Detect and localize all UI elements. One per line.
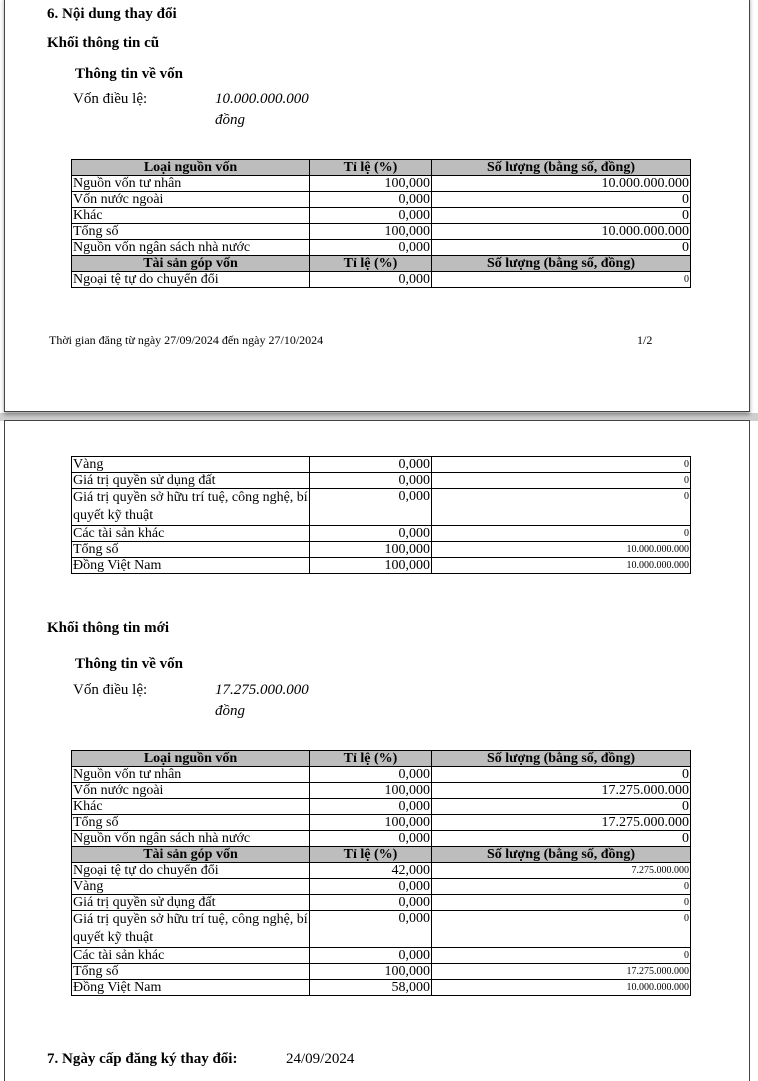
- table-row: Nguồn vốn tư nhân 0,000 0: [73, 767, 689, 782]
- new-charter-unit: đồng: [215, 703, 245, 719]
- old-charter-value: 10.000.000.000: [215, 91, 309, 107]
- table-row: Giá trị quyền sử dụng đất 0,000 0: [73, 895, 689, 910]
- header-source: Loại nguồn vốn: [72, 160, 310, 176]
- old-charter-label: Vốn điều lệ:: [73, 91, 148, 107]
- table-row: Vốn nước ngoài 100,000 17.275.000.000: [73, 783, 689, 798]
- new-capital-title: Thông tin về vốn: [75, 656, 183, 672]
- old-capital-title: Thông tin về vốn: [75, 66, 183, 82]
- header-asset: Tài sản góp vốn: [72, 847, 310, 863]
- table-row: Các tài sản khác 0,000 0: [73, 526, 689, 541]
- header-source: Loại nguồn vốn: [72, 751, 310, 767]
- header-amount: Số lượng (bằng số, đồng): [432, 847, 691, 863]
- header-ratio: Tỉ lệ (%): [310, 751, 432, 767]
- table-row: Giá trị quyền sở hữu trí tuệ, công nghệ, bí quyết kỹ thuật 0,000 0: [72, 489, 691, 526]
- header-amount: Số lượng (bằng số, đồng): [432, 751, 691, 767]
- table-row: Khác 0,000 0: [73, 799, 689, 814]
- table-row: Đồng Việt Nam 58,000 10.000.000.000: [73, 980, 689, 995]
- header-ratio: Tỉ lệ (%): [310, 847, 432, 863]
- table-row: Tổng số 100,000 10.000.000.000: [73, 542, 689, 557]
- old-block-title: Khối thông tin cũ: [47, 35, 160, 51]
- table-row: Nguồn vốn tư nhân 100,000 10.000.000.000: [73, 176, 689, 191]
- section7-label: 7. Ngày cấp đăng ký thay đổi:: [47, 1051, 238, 1067]
- header-ratio: Tỉ lệ (%): [310, 160, 432, 176]
- section7-date: 24/09/2024: [286, 1051, 355, 1067]
- posting-period: Thời gian đăng từ ngày 27/09/2024 đến ngày 27/10/2024: [49, 333, 324, 347]
- page-number: 1/2: [637, 333, 653, 347]
- table-row: Ngoại tệ tự do chuyển đổi 0,000 0: [73, 272, 689, 287]
- header-amount: Số lượng (bằng số, đồng): [432, 256, 691, 272]
- table-row: Đồng Việt Nam 100,000 10.000.000.000: [73, 558, 689, 573]
- header-ratio: Tỉ lệ (%): [310, 256, 432, 272]
- table-row: Các tài sản khác 0,000 0: [73, 948, 689, 963]
- table-row: Nguồn vốn ngân sách nhà nước 0,000 0: [73, 240, 689, 255]
- table-row: Tổng số 100,000 10.000.000.000: [73, 224, 689, 239]
- table-row: Khác 0,000 0: [73, 208, 689, 223]
- new-charter-value: 17.275.000.000: [215, 682, 309, 698]
- new-capital-table: [71, 750, 691, 996]
- document-page-1: [4, 0, 750, 412]
- header-amount: Số lượng (bằng số, đồng): [432, 160, 691, 176]
- table-row: Vốn nước ngoài 0,000 0: [73, 192, 689, 207]
- table-row: Vàng 0,000 0: [73, 457, 689, 472]
- document-page-2: [4, 420, 750, 1081]
- header-asset: Tài sản góp vốn: [72, 256, 310, 272]
- table-row: Tổng số 100,000 17.275.000.000: [73, 815, 689, 830]
- table-row: Vàng 0,000 0: [73, 879, 689, 894]
- table-row: Tổng số 100,000 17.275.000.000: [73, 964, 689, 979]
- section6-title: 6. Nội dung thay đổi: [47, 6, 177, 22]
- old-charter-unit: đồng: [215, 112, 245, 128]
- table-row: Ngoại tệ tự do chuyển đổi 42,000 7.275.000.000: [73, 863, 689, 878]
- table-row: Giá trị quyền sở hữu trí tuệ, công nghệ, bí quyết kỹ thuật 0,000 0: [72, 911, 691, 948]
- old-capital-table: [71, 159, 691, 288]
- old-assets-table-continued: [71, 456, 691, 574]
- new-charter-label: Vốn điều lệ:: [73, 682, 148, 698]
- new-block-title: Khối thông tin mới: [47, 620, 170, 636]
- table-row: Giá trị quyền sử dụng đất 0,000 0: [73, 473, 689, 488]
- table-row: Nguồn vốn ngân sách nhà nước 0,000 0: [73, 831, 689, 846]
